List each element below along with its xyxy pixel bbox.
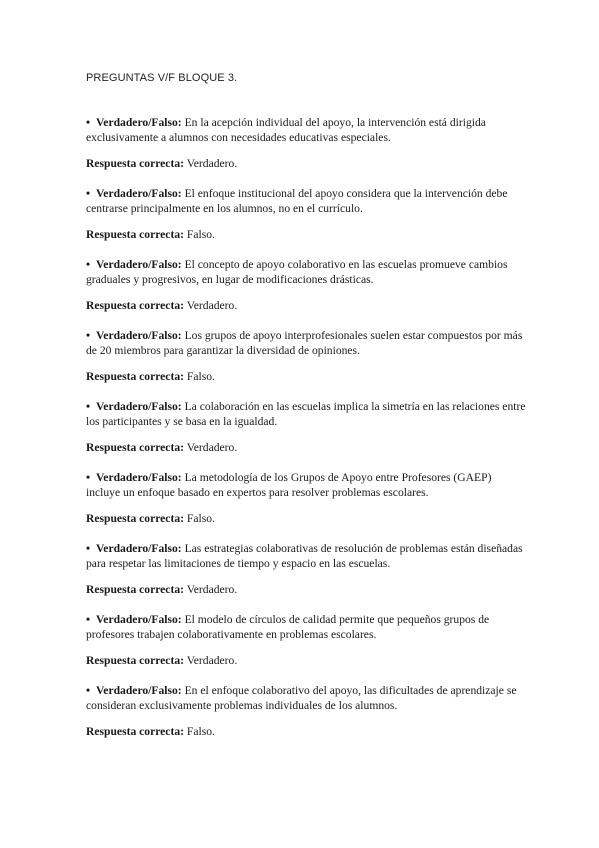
answer-value: Falso. [186, 370, 215, 383]
question-body: La metodología de los Grupos de Apoyo entre Profesores (GAEP) incluye un enfoque basado en expertos para resolver problemas escolares. [86, 471, 492, 499]
question-text [86, 186, 526, 216]
question-body: La colaboración en las escuelas implica la simetría en las relaciones entre los participantes y se basa en la igualdad. [86, 400, 526, 428]
answer-prefix: Respuesta correcta: [86, 654, 184, 667]
answer-text [86, 724, 215, 739]
question-prefix: Verdadero/Falso: [96, 542, 182, 555]
question-prefix: Verdadero/Falso: [96, 187, 182, 200]
question-text [86, 541, 526, 571]
answer-value: Verdadero. [186, 441, 238, 454]
bullet-icon: • [86, 187, 91, 200]
question-body: El modelo de círculos de calidad permite que pequeños grupos de profesores trabajen colaborativamente en problemas escolares. [86, 613, 490, 641]
answer-prefix: Respuesta correcta: [86, 370, 184, 383]
document-title: PREGUNTAS V/F BLOQUE 3. [86, 72, 238, 84]
qa-item [86, 683, 526, 738]
qa-item [86, 399, 526, 454]
bullet-icon: • [86, 471, 91, 484]
answer-prefix: Respuesta correcta: [86, 441, 184, 454]
answer-text [86, 511, 215, 526]
answer-text [86, 227, 215, 242]
question-body: Las estrategias colaborativas de resolución de problemas están diseñadas para respetar las limitaciones de tiempo y espacio en las escuelas. [86, 542, 523, 570]
answer-prefix: Respuesta correcta: [86, 512, 184, 525]
question-body: En la acepción individual del apoyo, la intervención está dirigida exclusivamente a alumnos con necesidades educativas especiales. [86, 116, 486, 144]
bullet-icon: • [86, 400, 91, 413]
answer-prefix: Respuesta correcta: [86, 725, 184, 738]
question-prefix: Verdadero/Falso: [96, 684, 182, 697]
answer-value: Verdadero. [186, 157, 238, 170]
bullet-icon: • [86, 329, 91, 342]
qa-item [86, 257, 526, 312]
question-body: El concepto de apoyo colaborativo en las escuelas promueve cambios graduales y progresivos, en lugar de modificaciones drásticas. [86, 258, 508, 286]
question-prefix: Verdadero/Falso: [96, 400, 182, 413]
question-body: El enfoque institucional del apoyo considera que la intervención debe centrarse principalmente en los alumnos, no en el currículo. [86, 187, 508, 215]
answer-text [86, 369, 215, 384]
qa-item [86, 470, 526, 525]
question-text [86, 612, 526, 642]
question-body: Los grupos de apoyo interprofesionales suelen estar compuestos por más de 20 miembros para garantizar la diversidad de opiniones. [86, 329, 523, 357]
answer-value: Falso. [186, 228, 215, 241]
question-text [86, 399, 526, 429]
bullet-icon: • [86, 258, 91, 271]
answer-value: Falso. [186, 725, 215, 738]
question-prefix: Verdadero/Falso: [96, 471, 182, 484]
bullet-icon: • [86, 613, 91, 626]
answer-prefix: Respuesta correcta: [86, 299, 184, 312]
question-prefix: Verdadero/Falso: [96, 116, 182, 129]
bullet-icon: • [86, 116, 91, 129]
question-text [86, 683, 526, 713]
bullet-icon: • [86, 684, 91, 697]
question-text [86, 328, 526, 358]
qa-item [86, 186, 526, 241]
answer-text [86, 440, 237, 455]
bullet-icon: • [86, 542, 91, 555]
answer-text [86, 653, 237, 668]
answer-value: Verdadero. [186, 299, 238, 312]
answer-text [86, 156, 237, 171]
question-text [86, 257, 526, 287]
question-prefix: Verdadero/Falso: [96, 613, 182, 626]
question-prefix: Verdadero/Falso: [96, 258, 182, 271]
answer-value: Falso. [186, 512, 215, 525]
answer-value: Verdadero. [186, 583, 238, 596]
qa-item [86, 612, 526, 667]
answer-prefix: Respuesta correcta: [86, 228, 184, 241]
answer-value: Verdadero. [186, 654, 238, 667]
question-prefix: Verdadero/Falso: [96, 329, 182, 342]
question-body: En el enfoque colaborativo del apoyo, las dificultades de aprendizaje se consideran exclusivamente problemas individuales de los alumnos. [86, 684, 517, 712]
answer-prefix: Respuesta correcta: [86, 157, 184, 170]
answer-text [86, 298, 237, 313]
question-text [86, 470, 526, 500]
qa-item [86, 115, 526, 170]
qa-item [86, 328, 526, 383]
qa-item [86, 541, 526, 596]
answer-prefix: Respuesta correcta: [86, 583, 184, 596]
question-text [86, 115, 526, 145]
answer-text [86, 582, 237, 597]
